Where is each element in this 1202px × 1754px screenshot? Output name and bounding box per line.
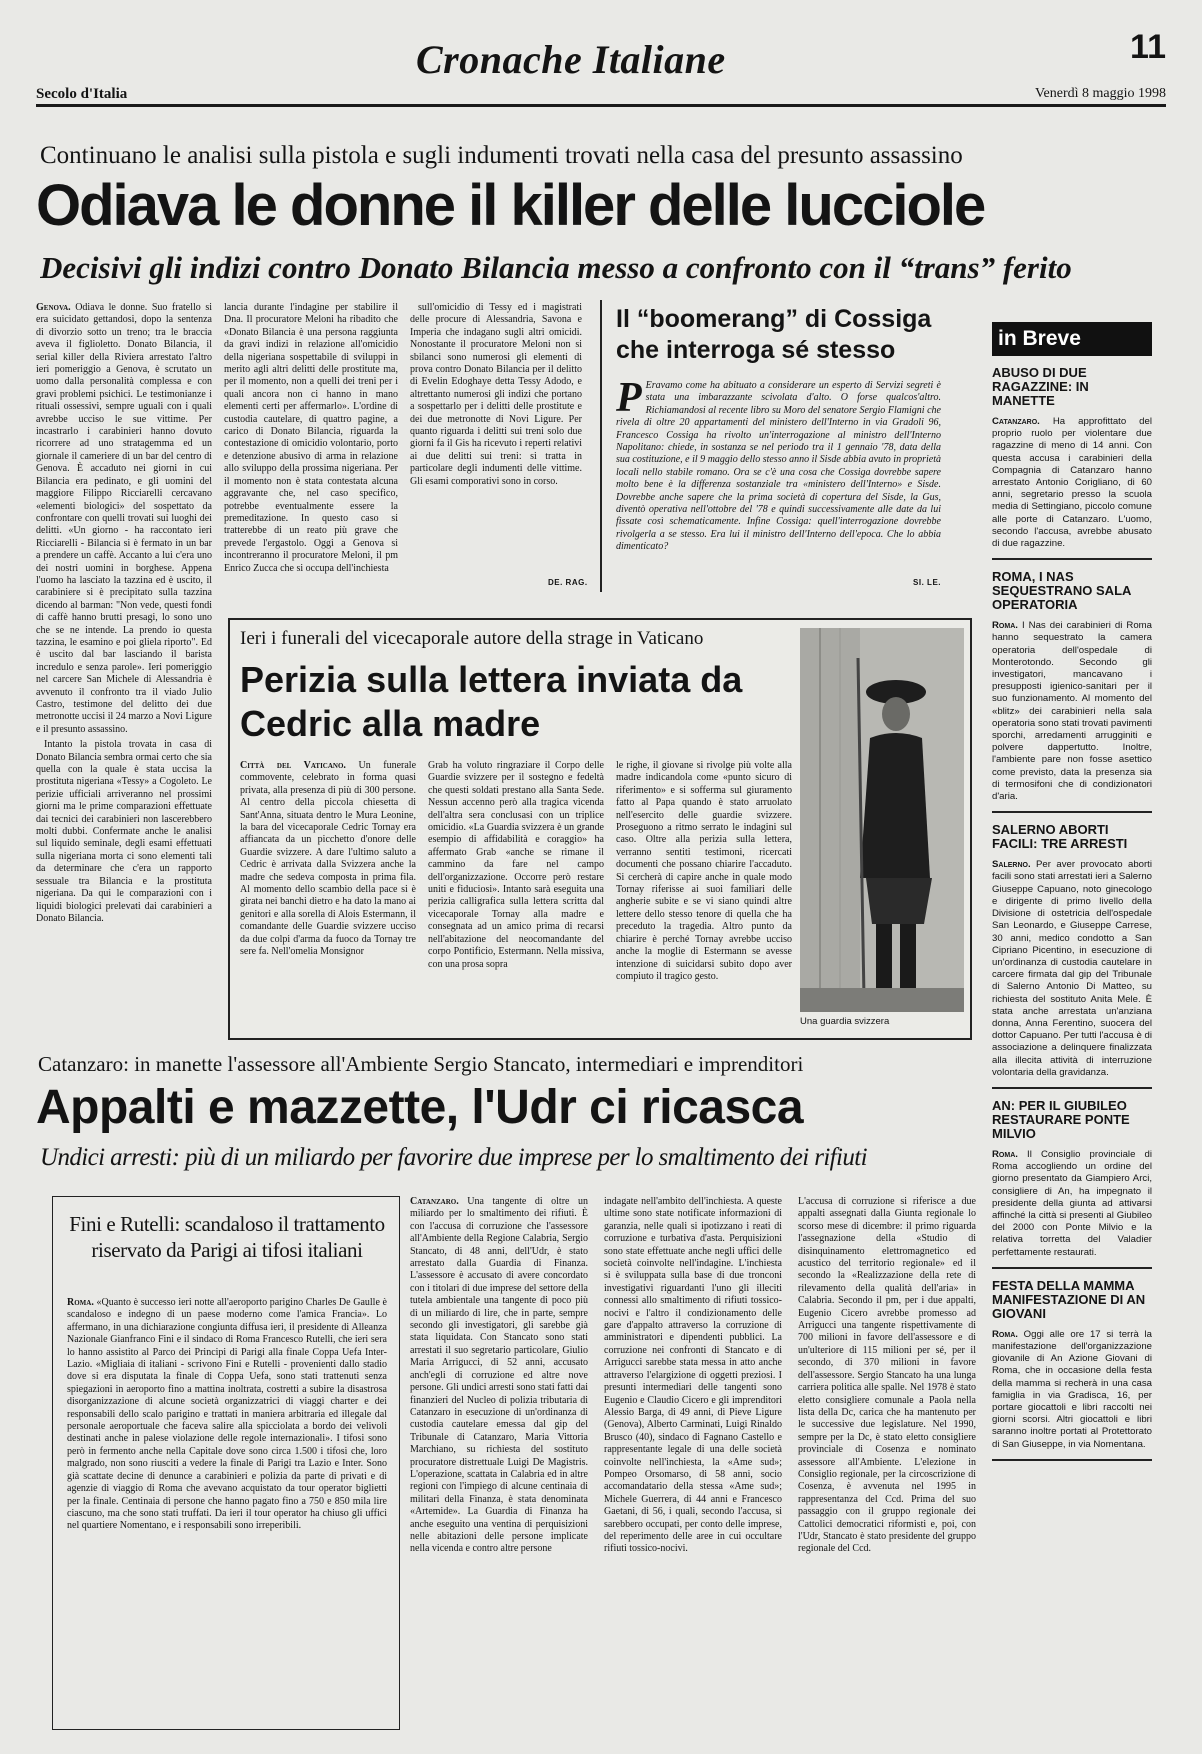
boomerang-headline: Il “boomerang” di Cossiga che interroga sé stesso [616,305,932,364]
brief-place: Roma. [992,1148,1028,1160]
lead-signature: DE. RAG. [548,578,588,587]
fini-dateline: Roma. [67,1297,94,1308]
brief-place: Catanzaro. [992,416,1053,427]
brief-body: Il Consiglio provinciale di Roma accogliendo un ordine del giorno presentato da Giampiero Arci, consigliere di An, ha impegnato il presidente della giunta ad attivarsi affinché la città si presenti al Giubileo del 2000 con Ponte Milvio e la relativa torretta del Valadier perfettamente restaurati. [992,1148,1152,1258]
appalti-subhead: Undici arresti: più di un miliardo per favorire due imprese per lo smaltimento dei rifiuti [40,1144,867,1171]
lead-col3-visible: sull'omicidio di Tessy ed i magistrati delle procure di Alessandria, Savona e Imperia che indagano sugli altri omicidi. Nonostante il procuratore Meloni non si sbilanci sono numerosi gli elementi di prova contro Donato Bilancia per il delitto di Evelin Edoghaye detta Tessy Adodo, e altrettanto numerosi gli indizi che portano a sospettarlo per i delitti delle prostitute e dei due metronotte di Novi Ligure. Per quanto riguarda i delitti sui treni solo due giorni fa il Gis ha ricevuto i reperti relativi ai due delitti sui treni: si tratta in particolare degli indumenti delle vittime. Gli esami comporativi sono in corso. [410,302,582,487]
brief-place: Roma. [992,620,1022,632]
cedric-column-2 [428,760,604,1026]
appalti-column-3 [798,1196,976,1728]
brief-place: Roma. [992,1328,1024,1340]
in-breve-list [992,356,1152,1461]
cedric-column-1 [240,760,416,1026]
brief-text [992,1329,1152,1451]
lead-column-2 [224,302,398,586]
brief-item [992,1269,1152,1461]
cedric-col3-text: le righe, il giovane si rivolge più volte alla madre indicandola come «punto sicuro di riferimento» e si sofferma sul giuramento fatto al Papa quando è stato arruolato nell'esercito delle guardie svizzere. Proseguono a ritmo serrato le indagini sul caso. Oltre alla perizia sulla lettera, verranno sentiti testimoni, ricercati documenti che possano chiarire l'accaduto. Si cercherà di capire anche in quale modo Tornay riferisse ai suoi familiari delle angherie subite e se vi siano quindi altre lettere dello stesso tenore di quella che ha preceduto la tragedia. Altro punto da chiarire è perché Tornay avrebbe ucciso anche la moglie di Estermann se avesse intenzione di suicidarsi subito dopo aver compiuto il tragico gesto. [616,760,792,982]
swiss-guard-figure [800,628,964,1012]
lead-headline: Odiava le donne il killer delle lucciole [36,173,985,238]
fini-text [67,1297,387,1717]
brief-text [992,1149,1152,1259]
brief-title: AN: PER IL GIUBILEO RESTAURARE PONTE MILVIO [992,1097,1130,1141]
brief-place: Salerno. [992,859,1037,871]
fini-body: «Quanto è successo ieri notte all'aeroporto parigino Charles De Gaulle è scandaloso e indegno di un paese moderno come l'amica Francia». Lo affermano, in una dichiarazione congiunta diffusa ieri, il presidente di Alleanza Nazionale Gianfranco Fini e il sindaco di Roma Francesco Rutelli, che ieri sera lo hanno assistito al Parco dei Principi di Parigi alla finale Coppa Uefa Inter-Lazio. «Migliaia di italiani - scrivono Fini e Rutelli - provenienti dallo stadio dove si era disputata la finale di Coppa Uefa, sono stati trattenuti senza spiegazioni in aeroporto fino a mattina inoltrata, costretti a subire la disastrosa disorganizzazione di alcune società organizzatrici di viaggi charter e dei responsabili dello scalo parigino e trattati in maniera arbitraria ed illegale dal personale aeroportuale che faceva salire alla spicciolata a bordo dei velivoli destinati anche in palese violazione delle regole internazionali». I tifosi sono però in fermento anche nella Capitale dove sono circa 1.500 i tifosi che, loro malgrado, non sono riusciti a vedere la finale di Parigi tra Lazio e Inter. Sono già scattate decine di denunce a carabinieri e polizia da parte di privati e di agenzie di viaggio di Roma che avevano acquistato da tour operator biglietti per la finale. Centinaia di persone che hanno pagato fino a 750 e 850 mila lire ciascuno, ma che sono stati truffati. Da ieri il tour operator ha chiuso gli uffici nel quartiere Nomentano, e i responsabili sono irreperibili. [67,1297,387,1532]
brief-body: Ha approfittato del proprio ruolo per violentare due ragazzine di meno di 14 anni. Con questa accusa i carabinieri della Compagnia di Catanzaro hanno arrestato Antonio Corigliano, di 60 anni, segretario presso la scuola media di Settingiano, piccolo comune alle porte di Catanzaro. L'uomo, secondo l'accusa, avrebbe abusato di due ragazzine. [992,416,1152,550]
newspaper-name: Secolo d'Italia [36,86,128,102]
cedric-column-3 [616,760,792,1026]
lead-col2-text: lancia durante l'indagine per stabilire il Dna. Il procuratore Meloni ha ribadito che «Donato Bilancia è una persona raggiunta da gravi indizi in relazione all'omicidio della nigeriana sospettabile di sviluppi in merito agli altri delitti delle prostitute ma, per il momento, non a quelli dei treni per i quali ancora non ci hanno in mano elementi certi per affermarlo». L'ordine di custodia cautelare, di quattro pagine, a carico di Donato Bilancia, riguarda la contestazione di omicidio volontario, porto e detenzione abusivo di arma in relazione allo sviluppo della prossima nigeriana. Per il momento non è stata contestata alcuna aggravante che, nel caso specifico, potrebbe eventualmente essere la premeditazione. In questo caso si tratterebbe di un reato più grave che prevede l'ergastolo. Oggi a Genova si incontreranno il procuratore Meloni, il pm Enrico Zucca che si occupa dell'inchiesta [224,302,398,574]
in-breve-sidebar [992,322,1152,1728]
cedric-col2-text: Grab ha voluto ringraziare il Corpo delle Guardie svizzere per il sostegno e fedeltà che questi soldati prestano alla Santa Sede. Nessun accenno però alla tragica vicenda dell'altra sera conclusasi con un triplice omicidio. «La Guardia svizzera è un grande esempio di affidabilità e coraggio» ha affermato Grab «anche se rimane il cammino da fare nel campo dell'organizzazione. Occorre però restare uniti e fiduciosi». Intanto sarà eseguita una perizia calligrafica sulla lettera scritta dal vicecaporale Tornay alla madre e consegnata ad un amico prima di recarsi nell'abitazione del neocomandante del corpo Pontificio, Estermann. Nella missiva, con una prosa sopra [428,760,604,970]
in-breve-logo: in Breve [992,322,1152,356]
brief-body: Oggi alle ore 17 si terrà la manifestazione dell'organizzazione giovanile di An Azione Giovani di Roma, che in occasione della festa della mamma si recherà in una casa famiglia in via Gradisca, 16, per portare giocattoli e libri raccolti nei giorni scorsi. Altri giocattoli e libri saranno inoltre portati al Protettorato di San Giuseppe, in via Nomentana. [992,1328,1152,1450]
boomerang-signature: SI. LE. [913,578,941,587]
lead-kicker: Continuano le analisi sulla pistola e sugli indumenti trovati nella casa del presunto assassino [40,142,963,169]
page-number: 11 [1130,28,1166,66]
lead-column-3 [410,302,582,572]
lead-col1b-text: Intanto la pistola trovata in casa di Donato Bilancia sembra ormai certo che sia quella con la quale è stata uccisa la prostituta nigeriana «Tessy» a Cogoleto. Le perizie ufficiali arriveranno nel prossimi giorni ma le prime comparazioni effettuate dai tecnici dei carabinieri non lascerebbero molti dubbi. Confermate anche le analisi sul liquido seminale, degli esami effettuati sulla nigeriana morta ci sono elementi tali da determinare che c'era un rapporto sessuale tra Bilancia e la prostituta nigeriana. Da qui le comparazioni con i liquidi biologici prelevati dai carabinieri a Donato Bilancia. [36,739,212,924]
brief-item [992,813,1152,1089]
fini-box [52,1196,400,1730]
appalti-column-2 [604,1196,782,1728]
lead-col1-text: Odiava le donne. Suo fratello si era suicidato gettandosi, dopo la sentenza di divorzio sotto un treno; tra le braccia aveva il figlioletto. Donato Bilancia, il serial killer della Riviera arrestato l'altro ieri pomeriggio a Genova, è scrutato un uomo dalla personalità complessa e con gravi problemi psichici. Le testimonianze i rituali ossessivi, sempre uguali con i quali avrebbe ucciso le sue vittime. Per incastrarlo i carabinieri hanno dovuto ricorrere ad uno stratagemma ed un giornale il cameriere di un bar del centro di Genova. È accaduto nei giorni in cui Bilancia era pedinato, e gli uomini del maggiore Filippo Ricciarelli cercavano «elementi biologici» del sospettato da confrontare con quelli trovati sui luoghi dei delitti. «Un giorno - ha raccontato ieri Ricciarelli - Bilancia si è fermato in un bar a prendere un caffè. Accanto a lui c'era uno dei nostri uomini in borghese. Appena l'uomo ha lasciato la tazzina ed è uscito, il carabiniere si è precipitato sulla tazzina dicendo al barman: "Non vede, questi fondi di caffè hanno brutti presagi, lo sono uno che se ne intende. La prendo io questa tazzina, le esamino e poi gliela riporto". Ed è uscito dal bar lasciando il barista incredulo e senza parole». Ieri pomeriggio nel carcere San Michele di Alessandria è avvenuto il confronto tra il viado Julio Castro, testimone del delitto dei due metronotte uccisi il 24 marzo a Novi Ligure e il presunto assassino. [36,302,212,735]
lead-subhead: Decisivi gli indizi contro Donato Bilancia messo a confronto con il “trans” ferito [40,250,1072,285]
cedric-dateline: Città del Vaticano. [240,760,346,771]
lead-column-1 [36,302,212,1026]
appalti-col1-text: Una tangente di oltre un miliardo per lo smaltimento dei rifiuti. È con l'accusa di corruzione che l'assessore all'Ambiente della Regione Calabria, Sergio Stancato, di 48 anni, dell'Udr, è stato arrestato dalla Guardia di Finanza. L'assessore è accusato di avere concordato con i titolari di due imprese del settore della tutela ambientale una tangente di poco più di un miliardo di lire, che in parte, sempre secondo gli investigatori, gli sarebbe già stata liquidata. Con Stancato sono stati arrestati il suo segretario particolare, Giulio Maria Arrigucci, di 52 anni, accusato anch'egli di corruzione ed altre nove persone. Gli undici arresti sono stati fatti dai finanzieri del Nucleo di polizia tributaria di Catanzaro in esecuzione di un'ordinanza di custodia cautelare emessa dal gip del Tribunale di Catanzaro, Maria Vittoria Marchiano, su richiesta del sostituto procuratore distrettuale Luigi De Magistris. L'operazione, scattata in Calabria ed in altre regioni con l'impiego di alcune centinaia di militari della Finanza, è stata denominata «Artemide». La Guardia di Finanza ha anche eseguito una ventina di perquisizioni nelle abitazioni delle persone implicate nella vicenda e contro altre persone [410,1196,588,1555]
section-title: Cronache Italiane [416,37,726,82]
brief-item [992,560,1152,813]
cedric-col1-text: Un funerale commovente, celebrato in forma quasi privata, alla presenza di più di 300 persone. Al centro della piccola chiesetta di Sant'Anna, situata dentro le Mura Leonine, la bara del vicecaporale Cedric Tornay era affiancata da un picchetto d'onore delle Guardie svizzere. A dare l'ultimo saluto a Cedric è arrivata dalla Svizzera anche la madre che sedeva composta in prima fila. Al momento dello scambio della pace si è girata nei banchi dietro e ha dato la mano ai genitori e alla sorella di Alois Estermann, il comandante delle Guardie svizzere ucciso da due colpi d'arma da fuoco da Tornay tre sere fa. Nell'omelia Monsignor [240,760,416,958]
brief-text [992,620,1152,803]
boomerang-body: Eravamo come ha abituato a considerare un esperto di Servizi segreti è stata una imbarazzante scivolata d'alto. O forse qualcos'altro. Richiamandosi al recente libro su Moro del senatore Sergio Flamigni che rivela di oltre 20 appartamenti del ministero dell'Interno in via Gradoli 96, Francesco Cossiga ha rivolto un'interrogazione al ministro dell'Interno Napolitano: chiede, in sostanza se nel periodo tra il 1 gennaio '78, data della sua costituzione, e il 9 maggio dello stesso anno il Sisde abbia avuto in proprietà locali nello stabile romano. Ora se c'è una cosa che Cossiga dovrebbe sapere molto bene è la differenza sostanziale tra «ministero dell'Interno» e Sisde. Dovrebbe anche sapere che la prima società di copertura del Sisde, la Gus, diventò operativa nell'ottobre del '78 e quindi successivamente alle date da lui fissate così schematicamente. Infine Cossiga: quell'interrogazione dovrebbe rivolgerla a se stesso. Era lui il ministro dell'Interno dell'epoca. Che lo abbia dimenticato? [616,380,941,553]
swiss-guard-photo [800,628,964,1012]
dropcap-p: P [616,380,642,421]
brief-body: I Nas dei carabinieri di Roma hanno sequestrato la camera operatoria dell'ospedale di Monterotondo. Secondo gli investigatori, mancavano i presupposti igienico-sanitari per il suo funzionamento. Al momento del «blitz» dei carabinieri nella sala operatoria sono stati trovati pavimenti sporchi, arredamenti arrugginiti e polvere dappertutto. Inoltre, l'ambiente pare non fosse asettico come previsto, data la presenza sia di termosifoni che di condizionatori d'aria. [992,620,1152,803]
appalti-kicker: Catanzaro: in manette l'assessore all'Ambiente Sergio Stancato, intermediari e imprenditori [38,1052,804,1076]
issue-date: Venerdì 8 maggio 1998 [1034,86,1166,101]
appalti-col2-text: indagate nell'ambito dell'inchiesta. A queste ultime sono state notificate informazioni di garanzia, nelle quali si ipotizzano i reati di corruzione e turbativa d'asta. Perquisizioni sono state effettuate anche negli uffici delle società coinvolte nell'indagine. L'inchiesta si è sviluppata sulla base di due tronconi investigativi riguardanti l'uno gli illeciti connessi allo smaltimento di rifiuti tossico-nocivi e l'altro il condizionamento delle gare d'appalto attraverso la corruzione di amministratori e dipendenti pubblici. La corruzione nei confronti di Stancato e di Arrigucci sarebbe stata messa in atto anche attraverso l'elargizione di oggetti preziosi. I presunti intermediari delle tangenti sono Eugenio e Claudio Cicero e gli imprenditori Alessio Barga, di 49 anni, di Pieve Ligure (Genova), Alberto Carminati, Luigi Rinaldo Brusco (40), sindaco di Fagnano Castello e rappresentante legale di una delle società coinvolte nell'inchiesta, la «Ame sud»; Pompeo Orsomarso, di 58 anni, socio accomandatario della stessa «Ame sud»; Michele Guerrera, di 44 anni e Francesco Gaetani, di 56, i quali, secondo l'accusa, si sarebbero occupati, per conto delle imprese, del reperimento delle aree in cui occultare rifiuti tossico-nocivi. [604,1196,782,1555]
cedric-headline: Perizia sulla lettera inviata da Cedric alla madre [240,659,743,744]
brief-item [992,356,1152,560]
brief-title: ABUSO DI DUE RAGAZZINE: IN MANETTE [992,365,1089,408]
boomerang-text [616,380,941,572]
cedric-box [228,618,972,1040]
boomerang-box [600,300,947,592]
brief-body: Per aver provocato aborti facili sono stati arrestati ieri a Salerno Giuseppe Capuano, noto ginecologo e dirigente di primo livello della Divisione di ostetricia dell'ospedale San Leonardo, e Giuseppe Carrese, 30 anni, medico condotto a San Cipriano Picentino, in esecuzione di un'ordinanza di custodia cautelare in carcere firmata dal gip del Tribunale di Salerno Antonio Di Matteo, su richiesta del sostituto Anita Mele. È stata anche arrestata un'anziana donna, Anna Ferentino, suocera del dottor Capuano. Per tutti l'accusa è di associazione a delinquere finalizzata alla illecita attività di interruzione volontaria della gravidanza. [992,859,1152,1078]
cedric-kicker: Ieri i funerali del vicecaporale autore della strage in Vaticano [240,628,704,649]
fini-headline: Fini e Rutelli: scandaloso il trattamento riservato da Parigi ai tifosi italiani [69,1212,385,1262]
photo-caption: Una guardia svizzera [800,1016,890,1027]
appalti-headline: Appalti e mazzette, l'Udr ci ricasca [36,1081,804,1134]
appalti-column-1 [410,1196,588,1728]
masthead-rule [36,104,1166,107]
brief-text [992,859,1152,1079]
brief-title: SALERNO ABORTI FACILI: TRE ARRESTI [992,822,1128,852]
brief-item [992,1089,1152,1269]
appalti-col3-text: L'accusa di corruzione si riferisce a due appalti assegnati dalla Giunta regionale lo scorso mese di dicembre: il primo riguarda l'assegnazione della «Studio di disinquinamento elettromagnetico ed acustico del territorio regionale» ed il secondo la «Realizzazione della rete di rilevamento della qualità dell'aria» in Calabria. Secondo il pm, per i due appalti, Eugenio Cicero avrebbe promesso ad Arrigucci una tangente rispettivamente di 700 milioni in favore dell'assessore e di un'ulteriore di 115 milioni per sé, per il secondo, di 370 milioni in favore dell'assessore. Sergio Stancato ha una lunga carriera politica alle spalle. Nel 1978 è stato eletto consigliere comunale a Paola nella lista della Dc, carica che ha mantenuto per le successive due legislature. Nel 1990, sempre per la Dc, è stato eletto consigliere provinciale di Cosenza e nominato assessore all'Ambiente. L'elezione in Consiglio regionale, per la circoscrizione di Cosenza, è avvenuta nel 1995 in rappresentanza del Ccd. Prima del suo passaggio con il gruppo regionale dei Cattolici democratici riformisti e, poi, con l'Udr, Stancato è stato presidente del gruppo regionale del Ccd. [798,1196,976,1555]
brief-title: FESTA DELLA MAMMA MANIFESTAZIONE DI AN GIOVANI [992,1277,1146,1321]
masthead [36,20,1166,115]
lead-dateline: Genova. [36,302,71,313]
appalti-dateline: Catanzaro. [410,1196,459,1207]
brief-text [992,416,1152,550]
brief-title: ROMA, I NAS SEQUESTRANO SALA OPERATORIA [992,569,1131,613]
